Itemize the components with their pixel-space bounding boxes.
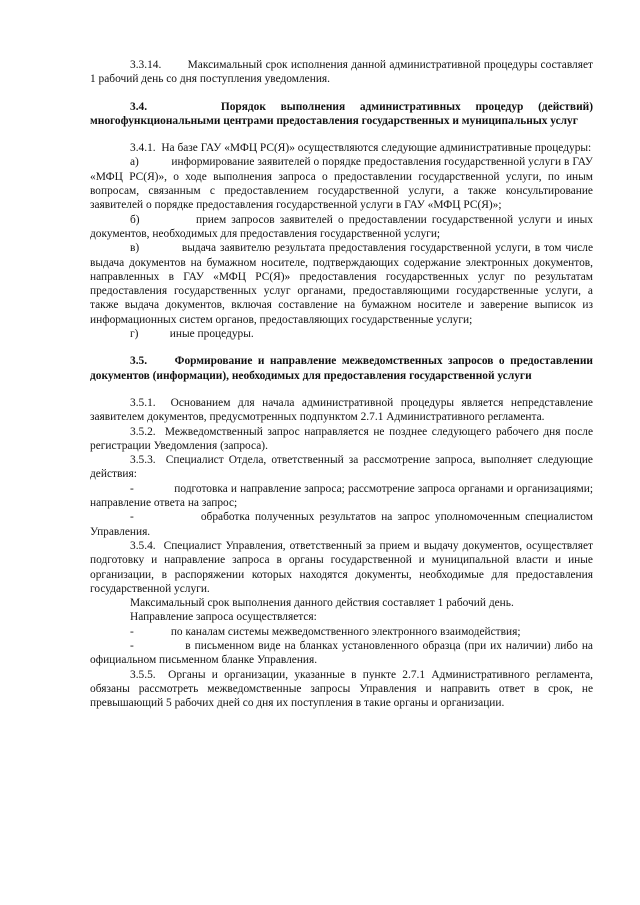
list-item-a: а) информирование заявителей о порядке предоставления государственной услуги в ГАУ «МФЦ РС(Я)», о ходе выполнения запроса о предоставлении государственной услуги, по иным вопросам, связанным с предоставлением государственной услуги, а также консультирование заявителей о порядке предоставления государственной услуги в ГАУ «МФЦ РС(Я)»; [90,156,593,212]
dash-item-4: - в письменном виде на бланках установленного образца (при их наличии) либо на официальном письменном бланке Управления. [90,639,593,667]
paragraph-deadline: Максимальный срок выполнения данного действия составляет 1 рабочий день. [130,597,514,610]
list-item-b: б) прием запросов заявителей о предоставлении государственной услуги и иных документов, необходимых для предоставления государственной услуги; [90,213,593,240]
paragraph-3-3-14: 3.3.14. Максимальный срок исполнения данной административной процедуры составляет 1 рабочий день со дня поступления уведомления. [90,59,593,86]
paragraph-3-5-4: 3.5.4. Специалист Управления, ответственный за прием и выдачу документов, осуществляет подготовку и направление запроса в органы государственной и муниципальной власти и иные организации, в распоряжении которых находятся документы, необходимые для предоставления государственной услуги. [90,539,593,595]
paragraph-3-5-5: 3.5.5. Органы и организации, указанные в пункте 2.7.1 Административного регламента, обязаны рассмотреть межведомственные запросы Управления и направить ответ в срок, не превышающий 5 рабочих дней со дня их поступления в такие органы и организации. [90,668,593,710]
dash-item-2: - обработка полученных результатов на запрос уполномоченным специалистом Управления. [90,511,593,538]
dash-item-3: - по каналам системы межведомственного электронного взаимодействия; [130,625,521,638]
heading-3-5: 3.5. Формирование и направление межведомственных запросов о предоставлении документов (информации), необходимых для предоставления государственной услуги [90,355,593,382]
document-page [90,58,593,710]
dash-item-1: - подготовка и направление запроса; рассмотрение запроса органами и организациями; направление ответа на запрос; [90,482,593,510]
paragraph-3-5-1: 3.5.1. Основанием для начала административной процедуры является непредставление заявителем документов, предусмотренных подпунктом 2.7.1 Административного регламента. [90,396,593,424]
paragraph-3-5-2: 3.5.2. Межведомственный запрос направляется не позднее следующего рабочего дня после регистрации Уведомления (запроса). [90,425,593,452]
paragraph-3-4-1: 3.4.1. На базе ГАУ «МФЦ РС(Я)» осуществляются следующие административные процедуры: [130,142,592,155]
paragraph-3-5-3: 3.5.3. Специалист Отдела, ответственный за рассмотрение запроса, выполняет следующие действия: [90,454,593,481]
list-item-v: в) выдача заявителю результата предоставления государственной услуги, в том числе выдача документов на бумажном носителе, подтверждающих содержание электронных документов, направленных в ГАУ «МФЦ РС(Я)» предоставления государственных услуг по результатам предоставления государственных услуг органами, предоставляющими государственные услуги, а также выдача документов, включая составление на бумажном носителе и заверение выписок из информационных систем органов, предоставляющих государственные услуги; [90,242,593,326]
paragraph-request-direction: Направление запроса осуществляется: [130,611,317,624]
list-item-g: г) иные процедуры. [130,328,254,341]
heading-3-4: 3.4. Порядок выполнения административных процедур (действий) многофункциональными центрами предоставления государственных и муниципальных услуг [90,100,593,127]
